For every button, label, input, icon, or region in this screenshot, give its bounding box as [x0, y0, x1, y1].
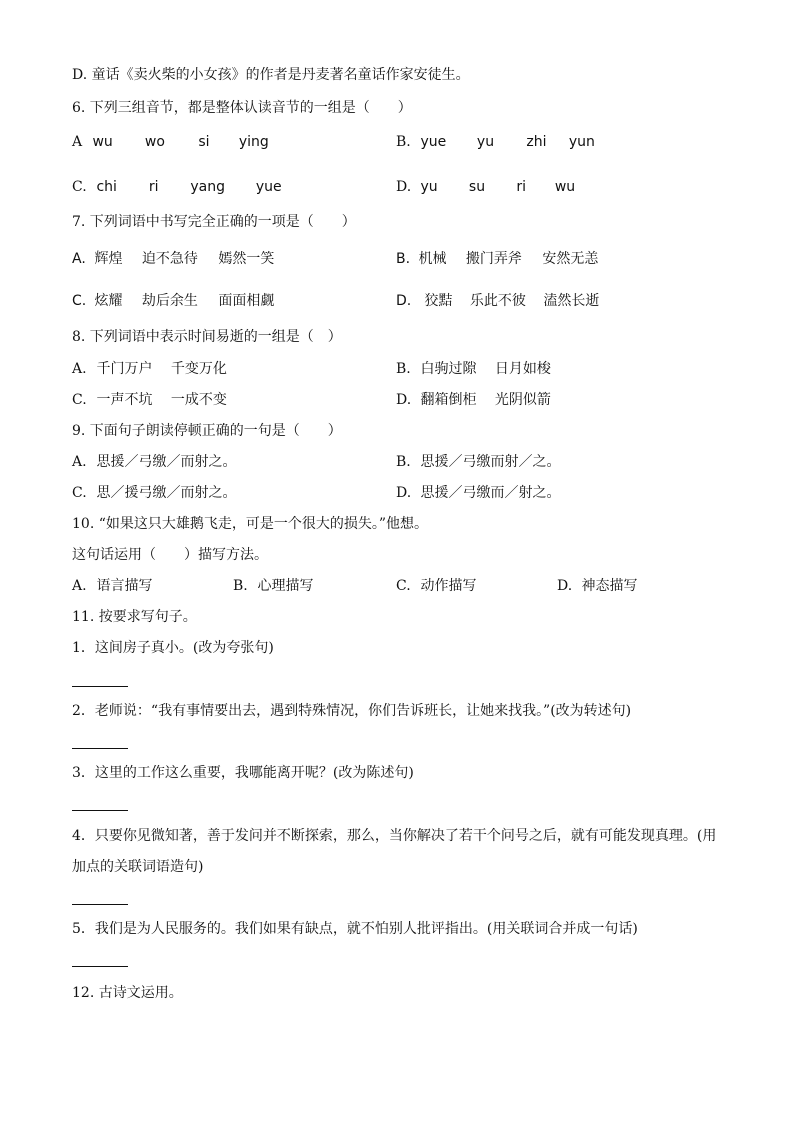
option-label: B.	[396, 454, 411, 470]
q11-item-5: 5．我们是为人民服务的。我们如果有缺点，就不怕别人批评指出。(用关联词合并成一句话)	[72, 921, 638, 937]
syllable: ri	[148, 179, 159, 195]
option-label: A.	[72, 454, 87, 470]
word: 乐此不彼	[469, 293, 526, 309]
word: 千门万户	[96, 361, 153, 377]
option-text: 动作描写	[420, 578, 477, 594]
word: 溘然长逝	[543, 293, 600, 309]
syllable: yue	[420, 134, 447, 150]
syllable: yue	[255, 179, 282, 195]
option-label: C.	[72, 392, 87, 408]
word: 面面相觑	[218, 293, 275, 309]
q8-option-a	[72, 360, 227, 378]
q6-option-a	[72, 133, 269, 151]
option-label: C.	[396, 578, 411, 594]
syllable: ying	[238, 134, 269, 150]
option-label: B.	[233, 578, 248, 594]
answer-blank-3[interactable]	[72, 810, 128, 811]
answer-blank-5[interactable]	[72, 966, 128, 967]
option-label: C.	[72, 293, 87, 309]
word: 光阴似箭	[494, 392, 551, 408]
word: 炫耀	[94, 293, 123, 309]
word: 嫣然一笑	[218, 251, 275, 267]
q12-stem: 12. 古诗文运用。	[72, 985, 183, 1001]
option-label: C.	[72, 485, 87, 501]
syllable: si	[198, 134, 210, 150]
q7-option-a	[72, 250, 274, 268]
word: 机械	[418, 251, 447, 267]
option-label: D.	[396, 179, 412, 195]
syllable: wu	[554, 179, 576, 195]
q7-option-b	[396, 250, 598, 268]
option-text: 思援／弓缴而射／之。	[420, 454, 561, 470]
q7-stem: 7. 下列词语中书写完全正确的一项是（ ）	[72, 214, 356, 230]
q6-option-c	[72, 178, 282, 196]
option-text: 语言描写	[96, 578, 153, 594]
q10-option-d	[557, 577, 637, 595]
word: 迫不急待	[141, 251, 198, 267]
word: 日月如梭	[494, 361, 551, 377]
option-label: A.	[72, 251, 86, 267]
q11-item-4-continued: 加点的关联词语造句)	[72, 859, 204, 875]
word: 狡黠	[424, 293, 453, 309]
q5-option-d: D. 童话《卖火柴的小女孩》的作者是丹麦著名童话作家安徒生。	[72, 67, 470, 83]
q11-stem: 11. 按要求写句子。	[72, 609, 197, 625]
option-text: 神态描写	[581, 578, 638, 594]
syllable: chi	[96, 179, 117, 195]
syllable: wo	[144, 134, 165, 150]
syllable: zhi	[526, 134, 547, 150]
q10-option-b	[233, 577, 313, 595]
option-label: B.	[396, 361, 411, 377]
option-label: A.	[72, 361, 87, 377]
q9-option-a	[72, 453, 236, 471]
word: 搬门弄斧	[465, 251, 522, 267]
q10-stem: 10. “如果这只大雄鹅飞走，可是一个很大的损失。”他想。	[72, 516, 429, 532]
option-text: 思援／弓缴／而射之。	[96, 454, 237, 470]
q8-option-c	[72, 391, 227, 409]
q6-option-b	[396, 133, 595, 151]
answer-blank-1[interactable]	[72, 686, 128, 687]
word: 翻箱倒柜	[420, 392, 477, 408]
option-label: D.	[557, 578, 573, 594]
syllable: yu	[476, 134, 495, 150]
option-text: 思／援弓缴／而射之。	[96, 485, 237, 501]
q10-option-c	[396, 577, 476, 595]
option-label: B.	[396, 251, 411, 267]
q11-item-1: 1．这间房子真小。(改为夸张句)	[72, 640, 274, 656]
option-label: B.	[396, 134, 411, 150]
answer-blank-4[interactable]	[72, 904, 128, 905]
syllable: wu	[92, 134, 113, 150]
option-text: 心理描写	[257, 578, 314, 594]
q11-item-3: 3．这里的工作这么重要，我哪能离开呢？(改为陈述句)	[72, 765, 414, 781]
word: 一声不坑	[96, 392, 153, 408]
q8-option-d	[396, 391, 551, 409]
syllable: su	[468, 179, 486, 195]
option-label: A	[72, 134, 83, 150]
q10-option-a	[72, 577, 152, 595]
syllable: ri	[516, 179, 527, 195]
option-label: D.	[396, 293, 412, 309]
q9-option-d	[396, 484, 560, 502]
q9-option-b	[396, 453, 560, 471]
syllable: yun	[568, 134, 595, 150]
q9-option-c	[72, 484, 236, 502]
word: 辉煌	[94, 251, 123, 267]
option-label: D.	[396, 485, 412, 501]
syllable: yang	[190, 179, 225, 195]
word: 千变万化	[170, 361, 227, 377]
answer-blank-2[interactable]	[72, 748, 128, 749]
syllable: yu	[420, 179, 438, 195]
q8-option-b	[396, 360, 551, 378]
option-label: C.	[72, 179, 87, 195]
option-label: D.	[396, 392, 412, 408]
option-text: 思援／弓缴而／射之。	[420, 485, 561, 501]
q11-item-4: 4．只要你见微知著，善于发问并不断探索，那么，当你解决了若干个问号之后，就有可能发现真理。(用	[72, 828, 717, 844]
q10-stem-continued: 这句话运用（ ）描写方法。	[72, 547, 268, 563]
q6-stem: 6. 下列三组音节，都是整体认读音节的一组是（ ）	[72, 100, 412, 116]
q7-option-d	[396, 292, 599, 310]
word: 一成不变	[170, 392, 227, 408]
word: 白驹过隙	[420, 361, 477, 377]
option-label: A.	[72, 578, 87, 594]
word: 安然无恙	[542, 251, 599, 267]
q6-option-d	[396, 178, 575, 196]
q11-item-2: 2．老师说：“我有事情要出去，遇到特殊情况，你们告诉班长，让她来找我。”(改为转述句)	[72, 703, 632, 719]
q9-stem: 9. 下面句子朗读停顿正确的一句是（ ）	[72, 423, 342, 439]
q7-option-c	[72, 292, 274, 310]
word: 劫后余生	[141, 293, 198, 309]
q8-stem: 8. 下列词语中表示时间易逝的一组是（ ）	[72, 329, 342, 345]
